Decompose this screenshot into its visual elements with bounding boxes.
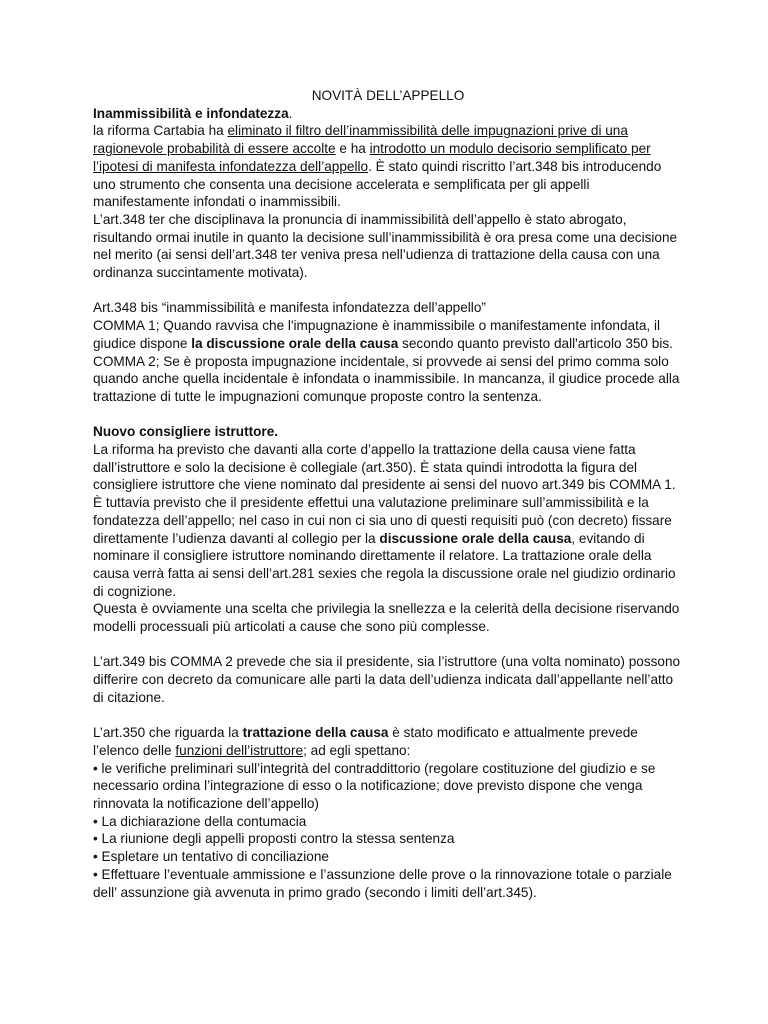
section-heading-consigliere: Nuovo consigliere istruttore. bbox=[93, 424, 279, 440]
list-item: • Espletare un tentativo di conciliazione bbox=[93, 849, 329, 865]
paragraph-art348ter: L’art.348 ter che disciplinava la pronuncia di inammissibilità dell’appello è stato abrogato, risultando ormai inutile in quanto la decisione sull’inammissibilità è ora presa come una decisione nel merito (ai sensi dell’art.348 ter veniva presa nell’udienza di trattazione della causa con una ordinanza succintamente motivata). bbox=[93, 211, 678, 281]
paragraph-valutazione-preliminare: È tuttavia previsto che il presidente effettui una valutazione preliminare sull’ammissibilità e la fondatezza dell’appello; nel caso in cui non ci sia uno di questi requisiti può (con decreto) fissare direttamente l’udienza davanti al collegio per la discussione orale della causa, evitando di nominare il consigliere istruttore nominando direttamente il relatore. La trattazione orale della causa verrà fatta ai sensi dell’art.281 sexies che regola la discussione orale nel giudizio ordinario di cognizione. bbox=[93, 495, 676, 599]
list-item: • La dichiarazione della contumacia bbox=[93, 813, 307, 829]
list-item: • Effettuare l’eventuale ammissione e l’assunzione delle prove o la rinnovazione totale o parziale dell’ assunzione già avvenuta in primo grado (secondo i limiti dell’art.345). bbox=[93, 866, 672, 900]
paragraph-snellezza: Questa è ovviamente una scelta che privilegia la snellezza e la celerità della decisione riservando modelli processuali più articolati a cause che sono più complesse. bbox=[93, 601, 680, 635]
document-title: NOVITÀ DELL’APPELLO bbox=[311, 88, 465, 103]
underlined-text: funzioni dell’istruttore bbox=[175, 742, 304, 758]
underlined-text: eliminato il filtro dell’inammissibilità delle impugnazioni prive di una ragionevole probabilità di essere accolte bbox=[93, 123, 628, 157]
paragraph-comma1: COMMA 1; Quando ravvisa che l'impugnazione è inammissibile o manifestamente infondata, il giudice dispone la discussione orale della causa secondo quanto previsto dall'articolo 350 bis. bbox=[93, 318, 673, 351]
paragraph-comma2: COMMA 2; Se è proposta impugnazione incidentale, si provvede ai sensi del primo comma solo quando anche quella incidentale è infondata o inammissibile. In mancanza, il giudice procede alla trattazione di tutte le impugnazioni comunque proposte contro la sentenza. bbox=[93, 353, 680, 404]
paragraph-art350: L’art.350 che riguarda la trattazione della causa è stato modificato e attualmente prevede l’elenco delle funzioni dell’istruttore; ad egli spettano: bbox=[93, 725, 638, 758]
list-item: • le verifiche preliminari sull’integrità del contraddittorio (regolare costituzione del giudizio e se necessario ordina l’integrazione di esso o la notificazione; dove previsto dispone che venga rinnovata la notificazione dell’appello) bbox=[93, 760, 656, 812]
document-body bbox=[93, 87, 683, 901]
paragraph-riforma-cartabia: la riforma Cartabia ha eliminato il filtro dell’inammissibilità delle impugnazioni prive di una ragionevole probabilità di essere accolte e ha introdotto un modulo decisorio semplificato per l’ipotesi di manifesta infondatezza dell’appello. È stato quindi riscritto l’art.348 bis introducendo uno strumento che consenta una decisione accelerata e semplificata per gli appelli manifestamente infondati o inammissibili. bbox=[93, 123, 662, 210]
paragraph-art348bis-title: Art.348 bis “inammissibilità e manifesta infondatezza dell’appello” bbox=[93, 300, 486, 316]
list-item: • La riunione degli appelli proposti contro la stessa sentenza bbox=[93, 831, 455, 847]
spacer bbox=[93, 406, 683, 424]
paragraph-art349bis: L’art.349 bis COMMA 2 prevede che sia il presidente, sia l’istruttore (una volta nominato) possono differire con decreto da comunicare alle parti la data dell’udienza indicata dall’appellante nell’atto di citazione. bbox=[93, 654, 681, 705]
section-heading-inammissibilita: Inammissibilità e infondatezza. bbox=[93, 105, 293, 121]
spacer bbox=[93, 282, 683, 300]
spacer bbox=[93, 636, 683, 654]
paragraph-corte-appello: La riforma ha previsto che davanti alla corte d’appello la trattazione della causa viene fatta dall’istruttore e solo la decisione è collegiale (art.350). È stata quindi introdotta la figura del consigliere istruttore che viene nominato dal presidente ai sensi del nuovo art.349 bis COMMA 1. bbox=[93, 442, 676, 493]
underlined-text: introdotto un modulo decisorio semplificato per l’ipotesi di manifesta infondatezza dell’appello bbox=[93, 141, 651, 174]
spacer bbox=[93, 707, 683, 725]
